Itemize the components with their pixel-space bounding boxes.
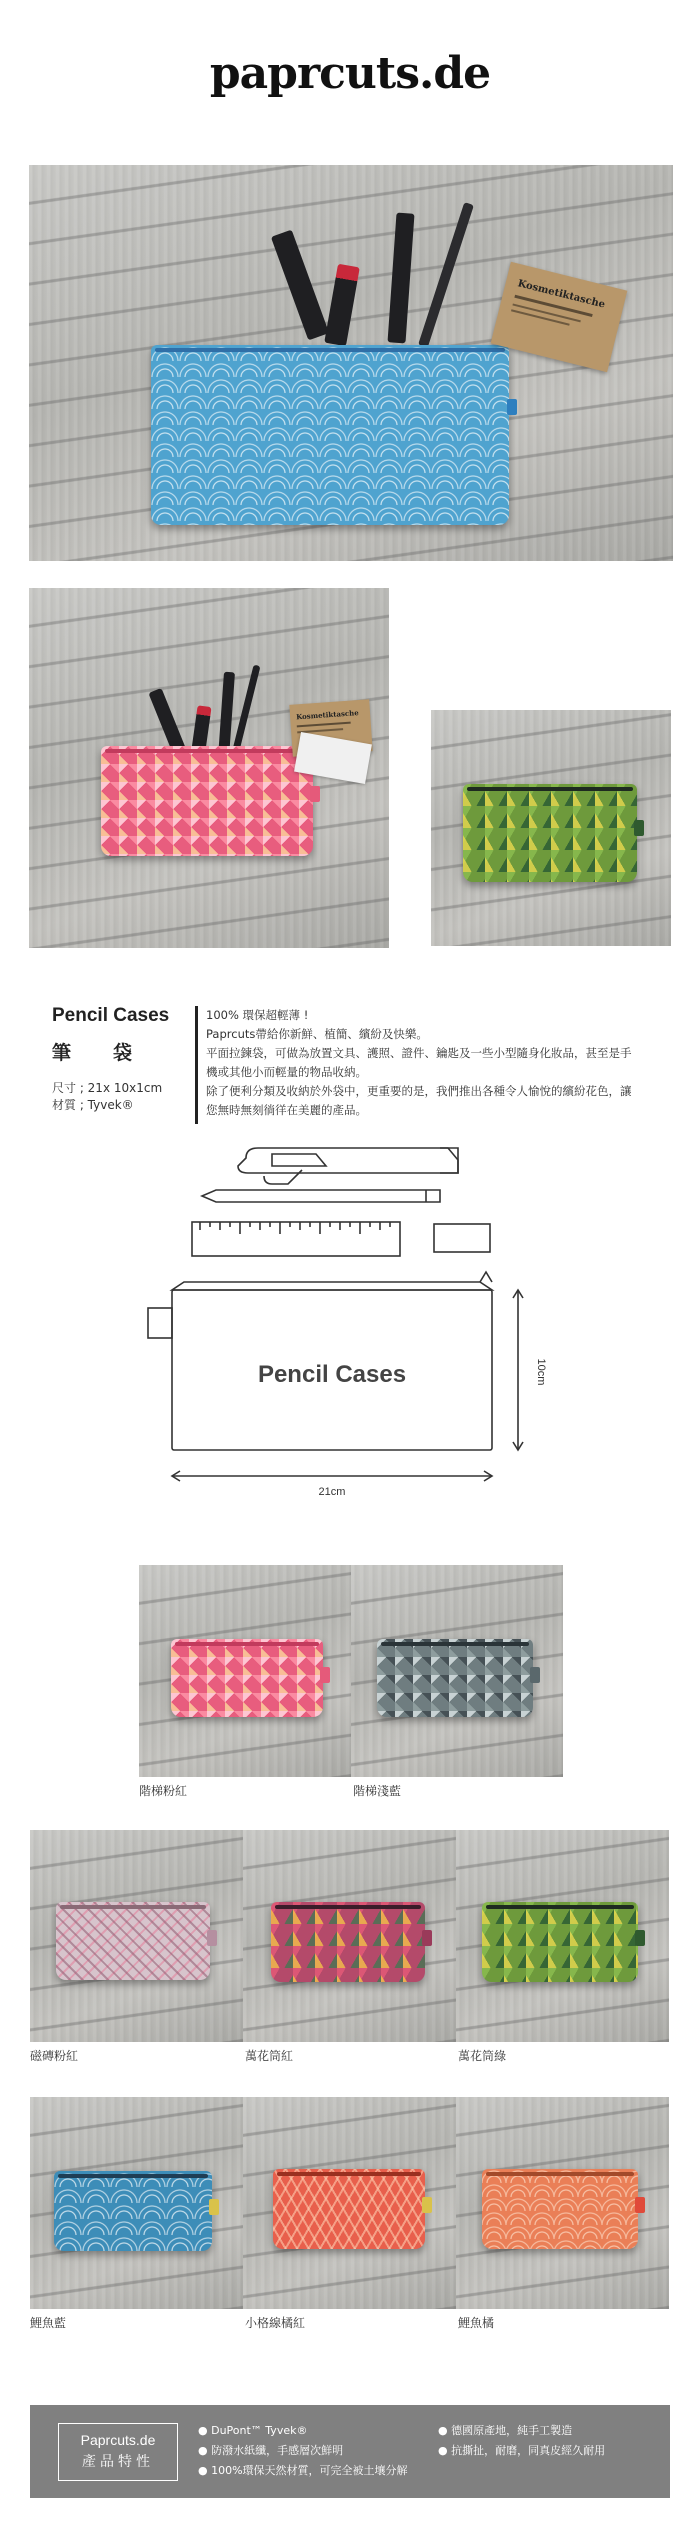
pencil-icon: [202, 1190, 440, 1202]
marker-pen-1: [271, 230, 329, 341]
marker-pen-2: [387, 213, 414, 344]
eraser-icon: [434, 1224, 490, 1252]
photo-pink-pouch: [29, 588, 389, 948]
features-right-list: [438, 2421, 605, 2461]
variant-photo-grid-orange-red: [243, 2097, 456, 2309]
hero-photo: [29, 165, 673, 561]
product-title-zh: 筆袋: [52, 1042, 175, 1064]
variant-photo-kaleido-green: [456, 1830, 669, 2042]
features-badge-brand: Paprcuts.de: [80, 2432, 156, 2448]
features-left-list: [198, 2421, 408, 2481]
feature-item: ● DuPont™ Tyvek®: [198, 2424, 308, 2437]
variant-label: 階梯粉紅: [139, 1784, 188, 1798]
product-description: [206, 1006, 666, 1120]
product-size: 尺寸 ; 21x 10x1cm: [52, 1081, 163, 1095]
description-line: 您無時無刻徜徉在美麗的產品。: [206, 1103, 367, 1117]
description-line: 平面拉鍊袋，可做為放置文具、護照、證件、鑰匙及一些小型隨身化妝品，甚至是手: [206, 1046, 632, 1060]
product-material: 材質 ; Tyvek®: [52, 1098, 134, 1112]
lipstick: [324, 264, 360, 347]
description-line: 機或其他小而輕量的物品收納。: [206, 1065, 367, 1079]
diagram-label: Pencil Cases: [257, 1361, 407, 1388]
hero-tag: [491, 262, 628, 373]
brand-logo: paprcuts.de: [209, 48, 491, 99]
height-label: 10cm: [535, 1358, 547, 1386]
small-tag-title: Kosmetiktasche: [295, 708, 359, 722]
features-badge-title: 產品特性: [82, 2454, 154, 2470]
variant-label: 鯉魚橘: [458, 2316, 495, 2330]
photo-green-pouch: [431, 710, 671, 946]
variant-photo-cube-blue: [351, 1565, 563, 1777]
features-badge: [58, 2423, 178, 2481]
feature-item: ● 防潑水紙纖，手感層次鮮明: [198, 2444, 344, 2457]
hero-pouch: [151, 345, 509, 525]
pouch-tab-outline: [148, 1308, 172, 1338]
ruler-icon: [192, 1222, 400, 1256]
variant-photo-tile-pink: [30, 1830, 243, 2042]
hero-tag-title: Kosmetiktasche: [516, 278, 607, 311]
feature-item: ● 德國原產地，純手工製造: [438, 2424, 573, 2437]
description-line: Paprcuts帶給你新鮮、植簡、繽紛及快樂。: [206, 1027, 428, 1041]
product-title-en: Pencil Cases: [52, 1005, 170, 1026]
variant-label: 萬花筒綠: [458, 2049, 507, 2063]
dimension-diagram: [140, 1140, 580, 1550]
variant-label: 階梯淺藍: [353, 1784, 402, 1798]
variant-photo-kaleido-red: [243, 1830, 456, 2042]
description-line: 除了便利分類及收納於外袋中，更重要的是，我們推出各種令人愉悅的繽紛花色，讓: [206, 1084, 632, 1098]
variant-label: 萬花筒紅: [245, 2049, 294, 2063]
pink-pouch: [101, 746, 313, 856]
variant-photo-koi-orange: [456, 2097, 669, 2309]
variant-label: 小格線橘紅: [245, 2316, 306, 2330]
feature-item: ● 抗撕扯，耐磨，同真皮經久耐用: [438, 2444, 606, 2457]
eyeliner-pencil: [418, 202, 474, 348]
variant-photo-cube-pink: [139, 1565, 351, 1777]
variant-label: 鯉魚藍: [30, 2316, 67, 2330]
cutter-icon: [238, 1148, 458, 1173]
description-line: 100% 環保超輕薄 !: [206, 1008, 309, 1022]
green-pouch: [463, 784, 637, 882]
features-footer: [30, 2405, 670, 2498]
width-label: 21cm: [318, 1486, 346, 1498]
text-divider: [195, 1006, 198, 1124]
variant-photo-koi-blue: [30, 2097, 243, 2309]
feature-item: ● 100%環保天然材質，可完全被土壤分解: [198, 2464, 408, 2477]
variant-label: 磁磚粉紅: [30, 2049, 79, 2063]
